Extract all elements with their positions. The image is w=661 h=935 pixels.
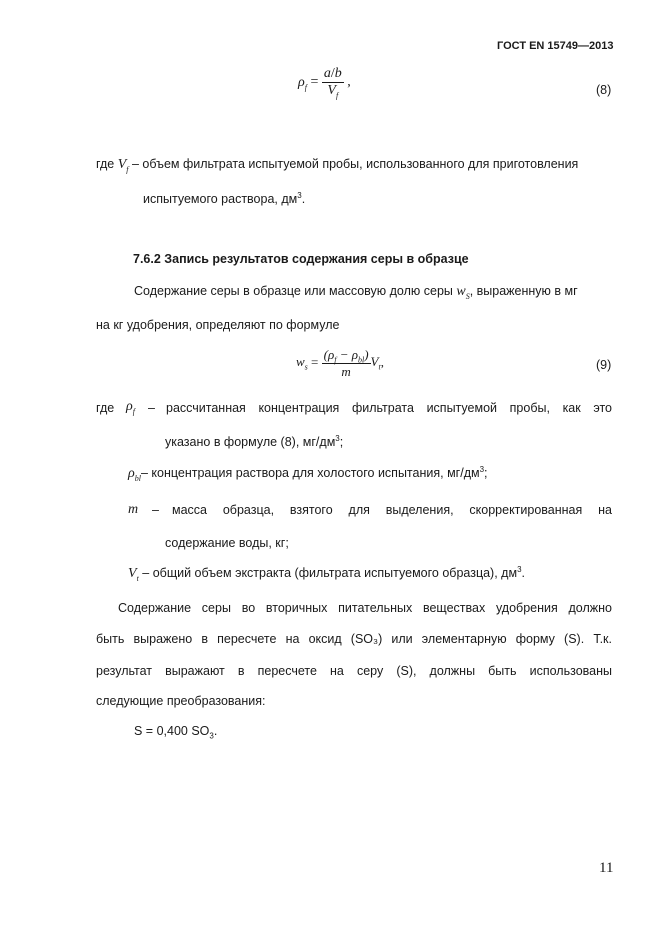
section-heading	[133, 252, 469, 266]
def-rho-f-symbol: $\rho_f$	[126, 399, 135, 416]
section-number: 7.6.2	[133, 252, 161, 266]
formula-8-number: (8)	[596, 83, 612, 97]
paragraph-2-line3: результат выражают в пересчете на серу (S), должны быть использованы	[96, 664, 612, 678]
defs-lead: где	[96, 401, 115, 415]
conversion-formula: S = 0,400 $SO_3$.	[134, 724, 218, 741]
paragraph-1-line1: Содержание серы в образце или массовую долю серы $w_S$, выраженную в мг	[134, 284, 578, 301]
def-vt: $V_t$ – общий объем экстракта (фильтрата испытуемого образца), $дм^3$.	[128, 564, 525, 583]
formula-9: $w_s$ = $\frac{(\rho_f - \rho_{bl})}{m}$ $V_t$,	[296, 347, 384, 379]
section-title: Запись результатов содержания серы в образце	[164, 252, 469, 266]
formula-9-number: (9)	[596, 358, 612, 372]
def-rho-f-line1: рассчитанная концентрация фильтрата испытуемой пробы, как это	[166, 401, 612, 415]
formula-8: $\rho_f$ = $\frac{a/b}{V_f}$ ,	[298, 66, 351, 100]
paragraph-2-line4: следующие преобразования:	[96, 694, 266, 708]
definition-vf-line2: испытуемого раствора, $дм^3$.	[143, 190, 306, 206]
def-m-dash: –	[152, 503, 159, 517]
page-number: 11	[599, 860, 614, 876]
formula-8-lhs: $\rho_f$	[298, 74, 307, 92]
paragraph-2-line1: Содержание серы во вторичных питательных веществах удобрения должно	[118, 601, 612, 615]
formula-8-fraction: $\frac{a/b}{V_f}$	[323, 66, 342, 100]
def-rho-f-line2: указано в формуле (8), $мг/дм^3$;	[165, 433, 344, 449]
def-m-symbol: m	[128, 502, 139, 517]
def-rho-f-dash: –	[148, 401, 155, 415]
def-m-line2: содержание воды, кг;	[165, 536, 289, 550]
formula-9-fraction: $\frac{(\rho_f - \rho_{bl})}{m}$	[323, 347, 369, 379]
paragraph-1-line2: на кг удобрения, определяют по формуле	[96, 318, 340, 332]
def-m-line1: масса образца, взятого для выделения, скорректированная на	[172, 503, 612, 517]
def-rho-bl: $\rho_{bl}-$ концентрация раствора для холостого испытания, $мг/дм^3$;	[128, 464, 488, 483]
document-standard-header: ГОСТ EN 15749—2013	[497, 40, 614, 52]
definition-vf-line1: где $V_f$ – объем фильтрата испытуемой пробы, использованного для приготовления	[96, 157, 579, 174]
paragraph-2-line2: быть выражено в пересчете на оксид (SO₃) или элементарную форму (S). Т.к.	[96, 632, 612, 646]
